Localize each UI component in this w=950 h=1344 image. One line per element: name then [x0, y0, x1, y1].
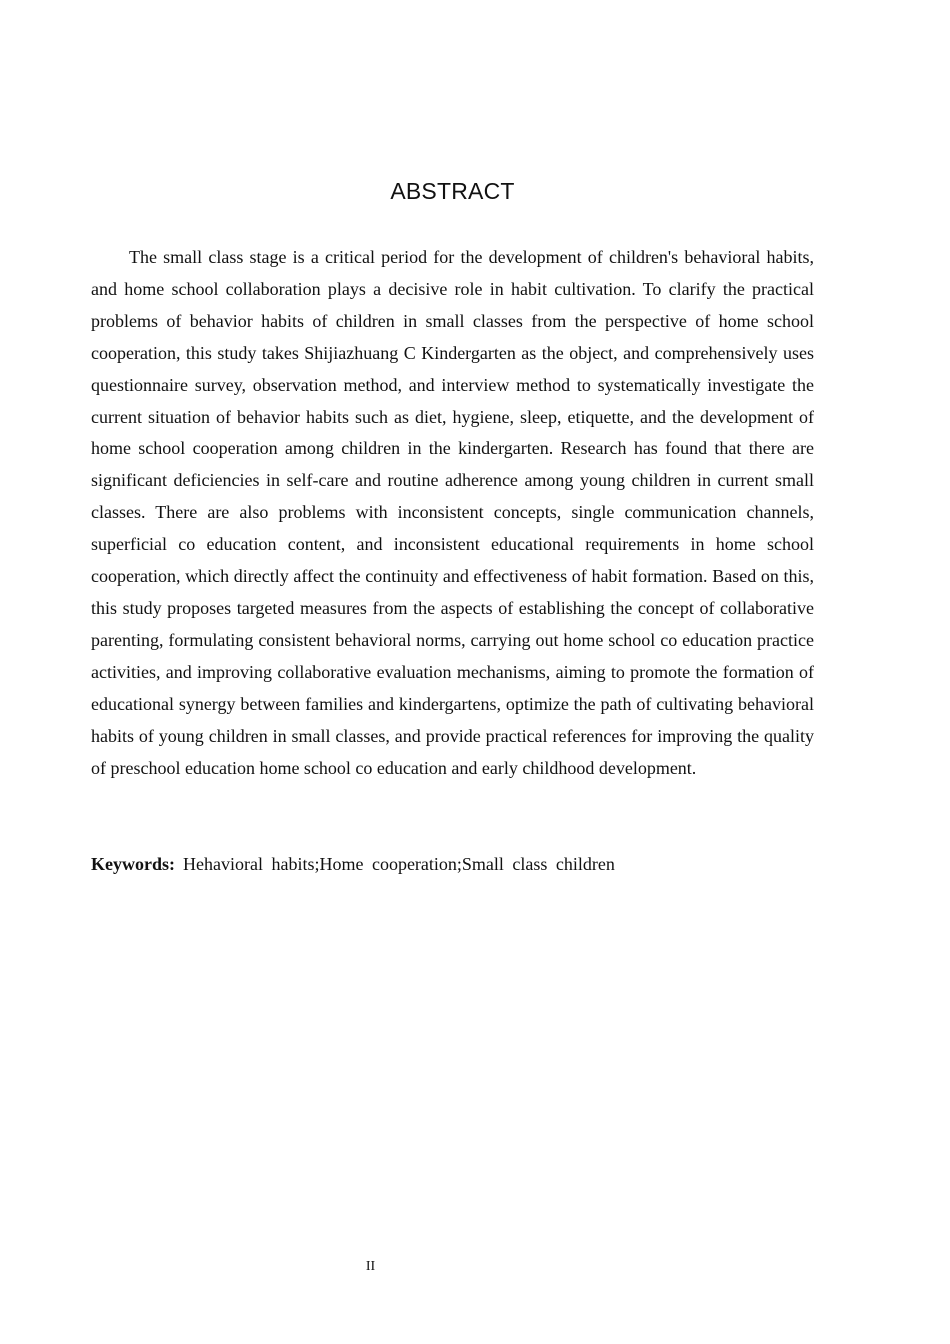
keywords-value: Hehavioral habits;Home cooperation;Small class children — [183, 854, 615, 874]
abstract-paragraph: The small class stage is a critical period for the development of children's behavioral habits, and home school collaboration plays a decisive role in habit cultivation. To clarify the practical problems of behavior habits of children in small classes from the perspective of home school cooperation, this study takes Shijiazhuang C Kindergarten as the object, and comprehensively uses questionnaire survey, observation method, and interview method to systematically investigate the current situation of behavior habits such as diet, hygiene, sleep, etiquette, and the development of home school cooperation among children in the kindergarten. Research has found that there are significant deficiencies in self-care and routine adherence among young children in current small classes. There are also problems with inconsistent concepts, single communication channels, superficial co education content, and inconsistent educational requirements in home school cooperation, which directly affect the continuity and effectiveness of habit formation. Based on this, this study proposes targeted measures from the aspects of establishing the concept of collaborative parenting, formulating consistent behavioral norms, carrying out home school co education practice activities, and improving collaborative evaluation mechanisms, aiming to promote the formation of educational synergy between families and kindergartens, optimize the path of cultivating behavioral habits of young children in small classes, and provide practical references for improving the quality of preschool education home school co education and early childhood development. — [91, 247, 814, 778]
keywords-line — [91, 849, 814, 879]
abstract-heading: ABSTRACT — [390, 178, 515, 204]
keywords-label: Keywords: — [91, 854, 175, 874]
page-number: II — [365, 1259, 376, 1274]
